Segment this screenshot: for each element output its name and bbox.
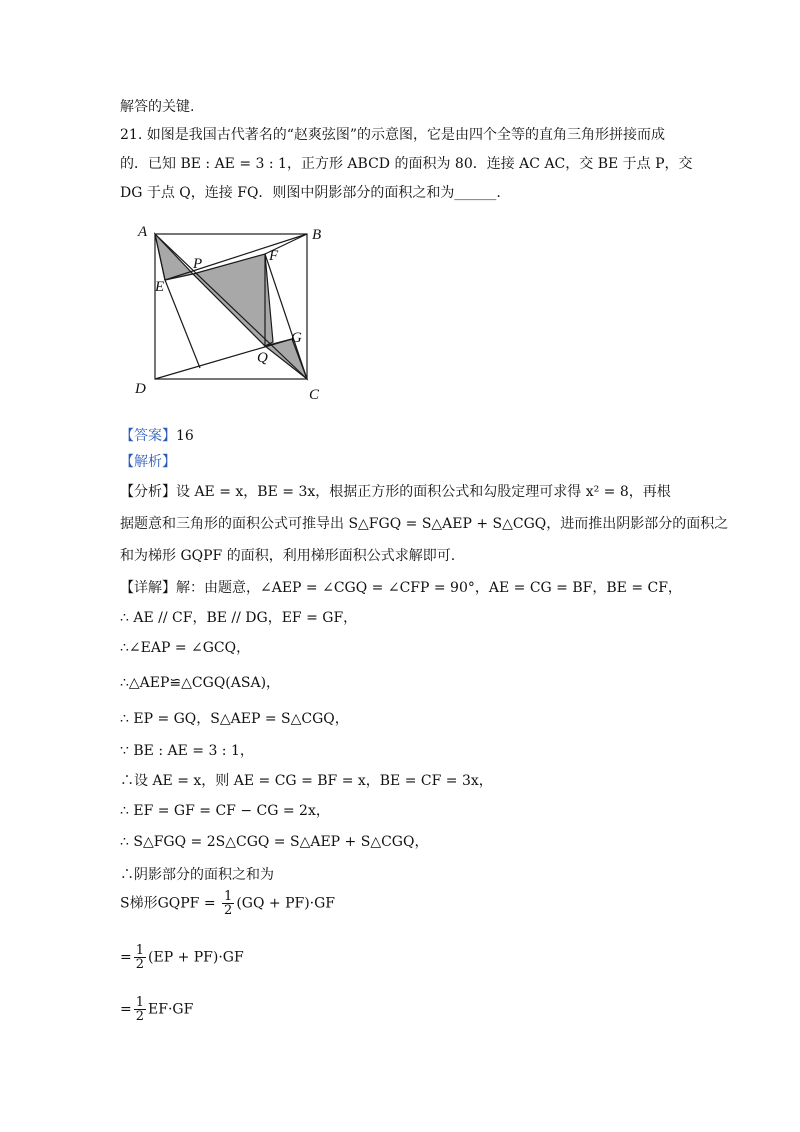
label-B: B — [312, 227, 322, 243]
equals-sign: = — [120, 949, 132, 966]
analysis-line-1 — [120, 481, 671, 501]
area-step-3 — [120, 996, 193, 1023]
analysis-heading — [120, 451, 176, 471]
label-P: P — [193, 256, 203, 272]
detail-line-9: ∴ S△FGQ = 2S△CGQ = S△AEP + S△CGQ， — [120, 834, 429, 850]
trapezoid-area-line — [120, 890, 335, 917]
detail-tag: 【详解】 — [120, 580, 176, 596]
area-step-3-rhs: EF·GF — [148, 1001, 194, 1018]
label-D: D — [135, 381, 146, 397]
question-line-2: 的．已知 BE : AE = 3 : 1，正方形 ABCD 的面积为 80．连接 AC AC，交 BE 于点 P，交 — [120, 156, 693, 172]
fraction-numerator: 1 — [135, 995, 145, 1010]
zhao-shuang-figure — [130, 222, 340, 407]
fraction-half-2 — [134, 944, 146, 971]
equals-sign: = — [120, 1001, 132, 1018]
label-C: C — [309, 387, 320, 403]
intro-text: 解答的关键. — [120, 99, 195, 115]
trapezoid-area-rhs-1: (GQ + PF)·GF — [236, 895, 336, 912]
fraction-half-1 — [222, 890, 234, 917]
trapezoid-area-lhs: S梯形GQPF = — [120, 895, 216, 912]
detail-text-1: 解：由题意，∠AEP = ∠CGQ = ∠CFP = 90°，AE = CG = BF，BE = CF， — [176, 580, 682, 596]
analysis-tag: 【解析】 — [120, 454, 176, 470]
fraction-denominator: 2 — [135, 957, 145, 972]
fraction-denominator: 2 — [224, 903, 233, 918]
detail-line-2: ∴ AE // CF，BE // DG，EF = GF， — [120, 610, 358, 626]
label-E: E — [155, 279, 165, 295]
label-Q: Q — [257, 350, 268, 366]
fraction-numerator: 1 — [135, 943, 145, 958]
answer-line — [120, 425, 194, 445]
question-line-3: DG 于点 Q，连接 FQ．则图中阴影部分的面积之和为______. — [120, 185, 501, 201]
question-line-1: 21. 如图是我国古代著名的“赵爽弦图”的示意图，它是由四个全等的直角三角形拼接而成 — [120, 127, 666, 143]
detail-line-4: ∴△AEP≌△CGQ(ASA)， — [120, 675, 281, 691]
answer-value: 16 — [176, 428, 194, 444]
fraction-denominator: 2 — [135, 1009, 145, 1024]
area-step-2 — [120, 944, 244, 971]
label-G: G — [291, 330, 302, 346]
fraction-half-3 — [134, 996, 146, 1023]
detail-line-5: ∴ EP = GQ，S△AEP = S△CGQ， — [120, 711, 349, 727]
detail-line-8: ∴ EF = GF = CF − CG = 2x， — [120, 803, 330, 819]
detail-line-6: ∵ BE : AE = 3 : 1， — [120, 743, 254, 759]
label-A: A — [138, 224, 148, 240]
answer-tag: 【答案】 — [120, 428, 176, 444]
shaded-quad-PFQ — [193, 254, 273, 346]
detail-line-7: ∴设 AE = x，则 AE = CG = BF = x，BE = CF = 3x， — [120, 773, 493, 789]
fraction-numerator: 1 — [224, 889, 233, 904]
area-step-2-rhs: (EP + PF)·GF — [148, 949, 244, 966]
detail-line-1 — [120, 577, 682, 597]
analysis-line-2: 据题意和三角形的面积公式可推导出 S△FGQ = S△AEP + S△CGQ，进而推出阴影部分的面积之 — [120, 516, 729, 532]
analysis-text-1: 设 AE = x，BE = 3x，根据正方形的面积公式和勾股定理可求得 x² = 8，再根 — [176, 484, 671, 500]
detail-line-3: ∴∠EAP = ∠GCQ， — [120, 640, 251, 656]
analysis-subtag: 【分析】 — [120, 484, 176, 500]
analysis-line-3: 和为梯形 GQPF 的面积，利用梯形面积公式求解即可. — [120, 548, 456, 564]
detail-line-10: ∴阴影部分的面积之和为 — [120, 867, 274, 883]
segment-E-to-DG — [165, 280, 200, 368]
label-F: F — [269, 248, 279, 264]
